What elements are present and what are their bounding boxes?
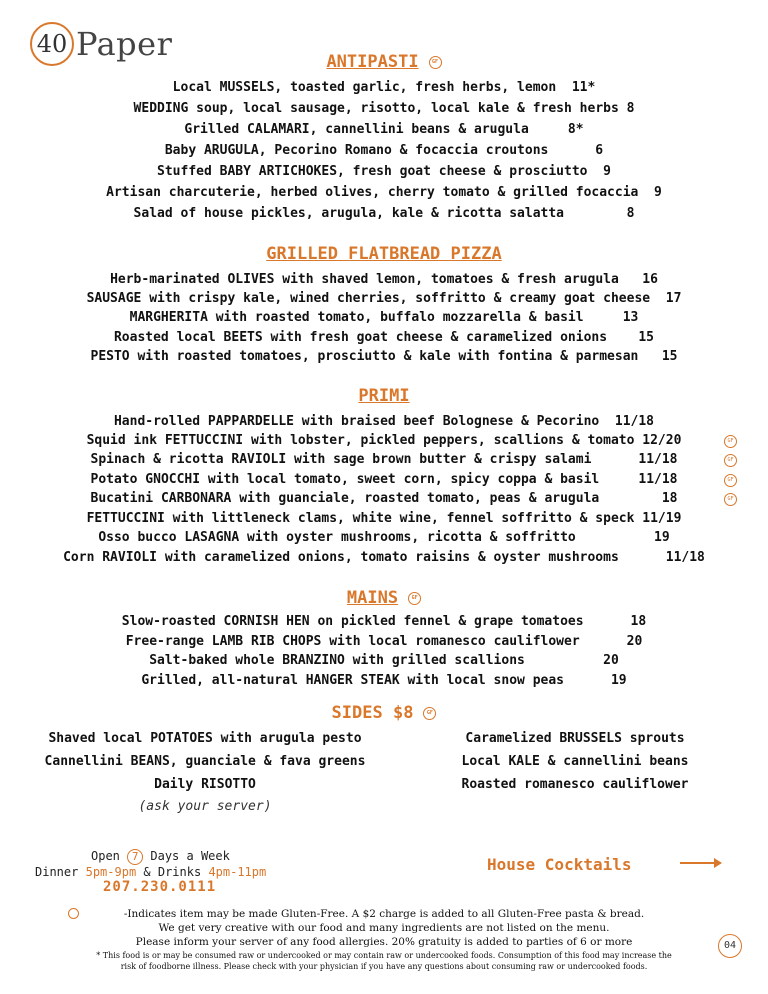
menu-item: Salt-baked whole BRANZINO with grilled scallions 20	[149, 653, 619, 668]
antipasti-heading	[0, 52, 768, 72]
gluten-free-icon: GF	[429, 56, 442, 69]
page-number: 04	[718, 934, 742, 958]
mains-title: MAINS	[346, 588, 399, 608]
drink-hours: 4pm-11pm	[208, 865, 267, 879]
hours-block	[35, 849, 315, 895]
seven-days-badge: 7	[127, 849, 143, 865]
menu-item: Squid ink FETTUCCINI with lobster, pickled peppers, scallions & tomato 12/20	[86, 433, 682, 448]
primi-heading	[0, 386, 768, 406]
side-item: Local KALE & cannellini beans	[461, 754, 689, 769]
gluten-free-icon: GF	[408, 592, 421, 605]
menu-item: FETTUCCINI with littleneck clams, white wine, fennel soffritto & speck 11/19	[86, 511, 682, 526]
menu-item: Baby ARUGULA, Pecorino Romano & focaccia croutons 6	[164, 143, 604, 158]
menu-item: Free-range LAMB RIB CHOPS with local romanesco cauliflower 20	[125, 634, 643, 649]
menu-item: Slow-roasted CORNISH HEN on pickled fennel & grape tomatoes 18	[121, 614, 647, 629]
side-item: Roasted romanesco cauliflower	[461, 777, 689, 792]
ask-server-note: (ask your server)	[138, 799, 272, 814]
dinner-label: Dinner	[35, 865, 79, 879]
menu-item: Local MUSSELS, toasted garlic, fresh herbs, lemon 11*	[172, 80, 596, 95]
sides-title: SIDES $8	[331, 703, 414, 723]
antipasti-title: ANTIPASTI	[326, 52, 419, 72]
menu-item: Corn RAVIOLI with caramelized onions, tomato raisins & oyster mushrooms 11/18	[63, 550, 705, 565]
phone-number[interactable]: 207.230.0111	[103, 879, 217, 895]
menu-item: Stuffed BABY ARTICHOKES, fresh goat cheese & prosciutto 9	[157, 164, 611, 179]
side-item: Shaved local POTATOES with arugula pesto	[48, 731, 362, 746]
days-label: Days a Week	[150, 849, 230, 863]
footer-line: Please inform your server of any food allergies. 20% gratuity is added to parties of 6 or more	[135, 936, 633, 948]
footer-line: -Indicates item may be made Gluten-Free. A $2 charge is added to all Gluten-Free pasta & bread.	[123, 908, 645, 920]
primi-title: PRIMI	[358, 386, 410, 406]
menu-item: MARGHERITA with roasted tomato, buffalo mozzarella & basil 13	[129, 310, 639, 325]
drinks-label: & Drinks	[143, 865, 202, 879]
menu-item: Osso bucco LASAGNA with oyster mushrooms, ricotta & soffritto 19	[98, 530, 670, 545]
gluten-free-icon: GF	[423, 707, 436, 720]
side-item: Caramelized BRUSSELS sprouts	[465, 731, 685, 746]
gluten-free-icon: GF	[724, 493, 737, 506]
menu-item: Potato GNOCCHI with local tomato, sweet corn, spicy coppa & basil 11/18	[90, 472, 678, 487]
menu-item: Artisan charcuterie, herbed olives, cherry tomato & grilled focaccia 9	[106, 185, 662, 200]
gluten-free-icon: GF	[724, 454, 737, 467]
menu-item: Hand-rolled PAPPARDELLE with braised beef Bolognese & Pecorino 11/18	[113, 414, 655, 429]
menu-item: Spinach & ricotta RAVIOLI with sage brown butter & crispy salami 11/18	[90, 452, 678, 467]
house-cocktails-link[interactable]: House Cocktails	[487, 855, 632, 874]
menu-item: Roasted local BEETS with fresh goat cheese & caramelized onions 15	[113, 330, 655, 345]
menu-item: SAUSAGE with crispy kale, wined cherries, soffritto & creamy goat cheese 17	[86, 291, 682, 306]
side-item: Cannellini BEANS, guanciale & fava greens	[44, 754, 366, 769]
pizza-title: GRILLED FLATBREAD PIZZA	[266, 244, 502, 264]
menu-item: Salad of house pickles, arugula, kale & ricotta salatta 8	[133, 206, 635, 221]
open-label: Open	[91, 849, 120, 863]
menu-item: Grilled, all-natural HANGER STEAK with local snow peas 19	[141, 673, 627, 688]
arrow-right-icon	[680, 862, 720, 864]
mains-heading	[0, 588, 768, 608]
logo-word: Paper	[76, 25, 173, 63]
menu-item: Bucatini CARBONARA with guanciale, roasted tomato, peas & arugula 18	[90, 491, 678, 506]
dinner-hours: 5pm-9pm	[85, 865, 137, 879]
menu-item: WEDDING soup, local sausage, risotto, local kale & fresh herbs 8	[133, 101, 635, 116]
menu-item: Grilled CALAMARI, cannellini beans & arugula 8*	[184, 122, 584, 137]
footer-line: We get very creative with our food and many ingredients are not listed on the menu.	[158, 922, 610, 934]
menu-item: Herb-marinated OLIVES with shaved lemon, tomatoes & fresh arugula 16	[110, 272, 658, 287]
menu-item: PESTO with roasted tomatoes, prosciutto & kale with fontina & parmesan 15	[90, 349, 678, 364]
sides-heading	[0, 703, 768, 723]
gluten-free-icon: GF	[724, 474, 737, 487]
logo-number-badge: 40	[30, 22, 74, 66]
footer-line: risk of foodborne illness. Please check with your physician if you have any questions about consuming raw or undercooked foods.	[120, 962, 648, 971]
pizza-heading	[0, 244, 768, 264]
footer-line: * This food is or may be consumed raw or undercooked or may contain raw or undercooked foods. Consumption of this food may increase the	[96, 951, 672, 960]
side-item: Daily RISOTTO	[154, 777, 256, 792]
gluten-free-icon: GF	[724, 435, 737, 448]
